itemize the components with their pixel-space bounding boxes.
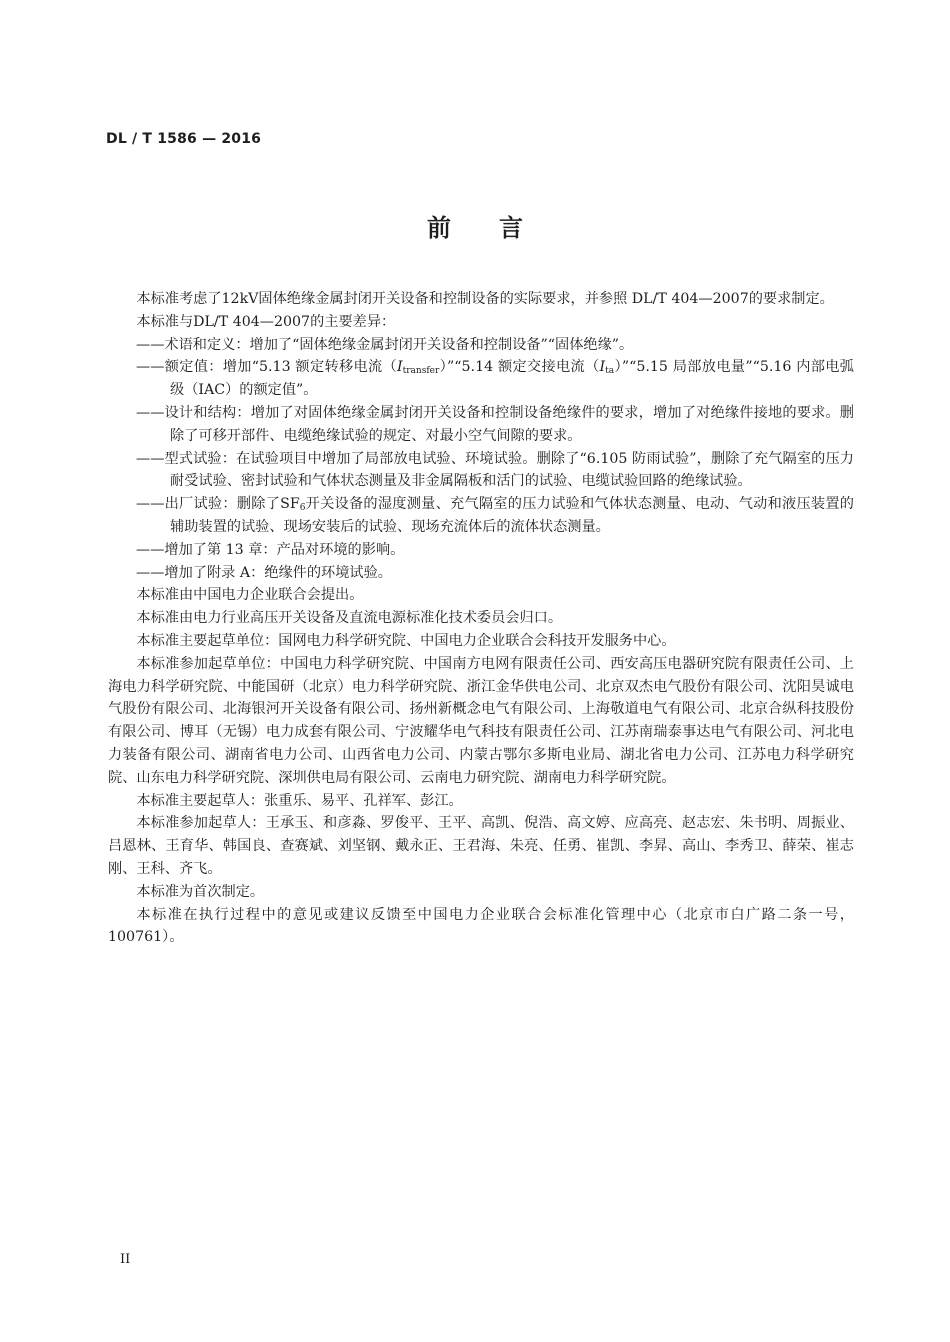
paragraph-differences-intro: 本标准与DL/T 404—2007的主要差异： bbox=[136, 313, 396, 330]
dash-item-design: ——设计和结构：增加了对固体绝缘金属封闭开关设备和控制设备绝缘件的要求，增加了对绝缘件接地的要求。删除了可移开部件、电缆绝缘试验的规定、对最小空气间隙的要求。 bbox=[136, 404, 854, 444]
paragraph-participating-units: 本标准参加起草单位：中国电力科学研究院、中国南方电网有限责任公司、西安高压电器研究院有限责任公司、上海电力科学研究院、中能国研（北京）电力科学研究院、浙江金华供电公司、北京双杰电气股份有限公司、沈阳昊诚电气股份有限公司、北海银河开关设备有限公司、扬州新概念电气有限公司、上海敬道电气有限公司、北京合纵科技股份有限公司、博耳（无锡）电力成套有限公司、宁波耀华电气科技有限责任公司、江苏南瑞泰事达电气有限公司、河北电力装备有限公司、湖南省电力公司、山西省电力公司、内蒙古鄂尔多斯电业局、湖北省电力公司、江苏电力科学研究院、山东电力科学研究院、深圳供电局有限公司、云南电力研究院、湖南电力科学研究院。 bbox=[108, 655, 854, 786]
dash-item-chapter-13: ——增加了第 13 章：产品对环境的影响。 bbox=[136, 541, 405, 558]
paragraph-scope: 本标准考虑了12kV固体绝缘金属封闭开关设备和控制设备的实际要求，并参照 DL/T 404—2007的要求制定。 bbox=[136, 291, 834, 307]
dash-item-type-tests: ——型式试验：在试验项目中增加了局部放电试验、环境试验。删除了“6.105 防雨试验”，删除了充气隔室的压力耐受试验、密封试验和气体状态测量及非金属隔板和活门的试验、电缆试验回路的绝缘试验。 bbox=[136, 450, 854, 490]
dash-item-terms: ——术语和定义：增加了“固体绝缘金属封闭开关设备和控制设备”“固体绝缘”。 bbox=[136, 336, 634, 353]
page-number: II bbox=[120, 1252, 131, 1267]
paragraph-proposed-by: 本标准由中国电力企业联合会提出。 bbox=[136, 587, 364, 604]
paragraph-first-edition: 本标准为首次制定。 bbox=[136, 883, 265, 900]
title-char-2: 言 bbox=[499, 214, 523, 242]
paragraph-main-drafting-units: 本标准主要起草单位：国网电力科学研究院、中国电力企业联合会科技开发服务中心。 bbox=[136, 632, 676, 649]
paragraph-feedback: 本标准在执行过程中的意见或建议反馈至中国电力企业联合会标准化管理中心（北京市白广路二条一号，100761）。 bbox=[108, 906, 854, 946]
dash-item-routine-tests: ——出厂试验：删除了$SF_6$开关设备的湿度测量、充气隔室的压力试验和气体状态测量、电动、气动和液压装置的辅助装置的试验、现场安装后的试验、现场充流体后的流体状态测量。 bbox=[136, 496, 854, 535]
title-char-1: 前 bbox=[427, 214, 451, 242]
paragraph-managed-by: 本标准由电力行业高压开关设备及直流电源标准化技术委员会归口。 bbox=[136, 610, 563, 627]
foreword-body bbox=[108, 288, 854, 949]
document-id: DL / T 1586 — 2016 bbox=[106, 131, 262, 147]
dash-item-annex-a: ——增加了附录 A：绝缘件的环境试验。 bbox=[136, 564, 392, 581]
dash-item-ratings: ——额定值：增加“5.13 额定转移电流$(I_{transfer})”“5.14$ 额定交接电流$(I_{ta})”“5.15$ 局部放电量”“5.16 内部电弧级（IAC）的额定值”。 bbox=[136, 359, 854, 399]
page-title bbox=[0, 208, 950, 243]
paragraph-main-drafters: 本标准主要起草人：张重乐、易平、孔祥军、彭江。 bbox=[136, 792, 463, 809]
paragraph-participating-drafters: 本标准参加起草人：王承玉、和彦淼、罗俊平、王平、高凯、倪浩、高文婷、应高亮、赵志宏、朱书明、周振业、吕恩林、王育华、韩国良、查赛斌、刘坚钢、戴永正、王君海、朱亮、任勇、崔凯、李昇、高山、李秀卫、薛荣、崔志刚、王科、齐飞。 bbox=[108, 815, 854, 877]
